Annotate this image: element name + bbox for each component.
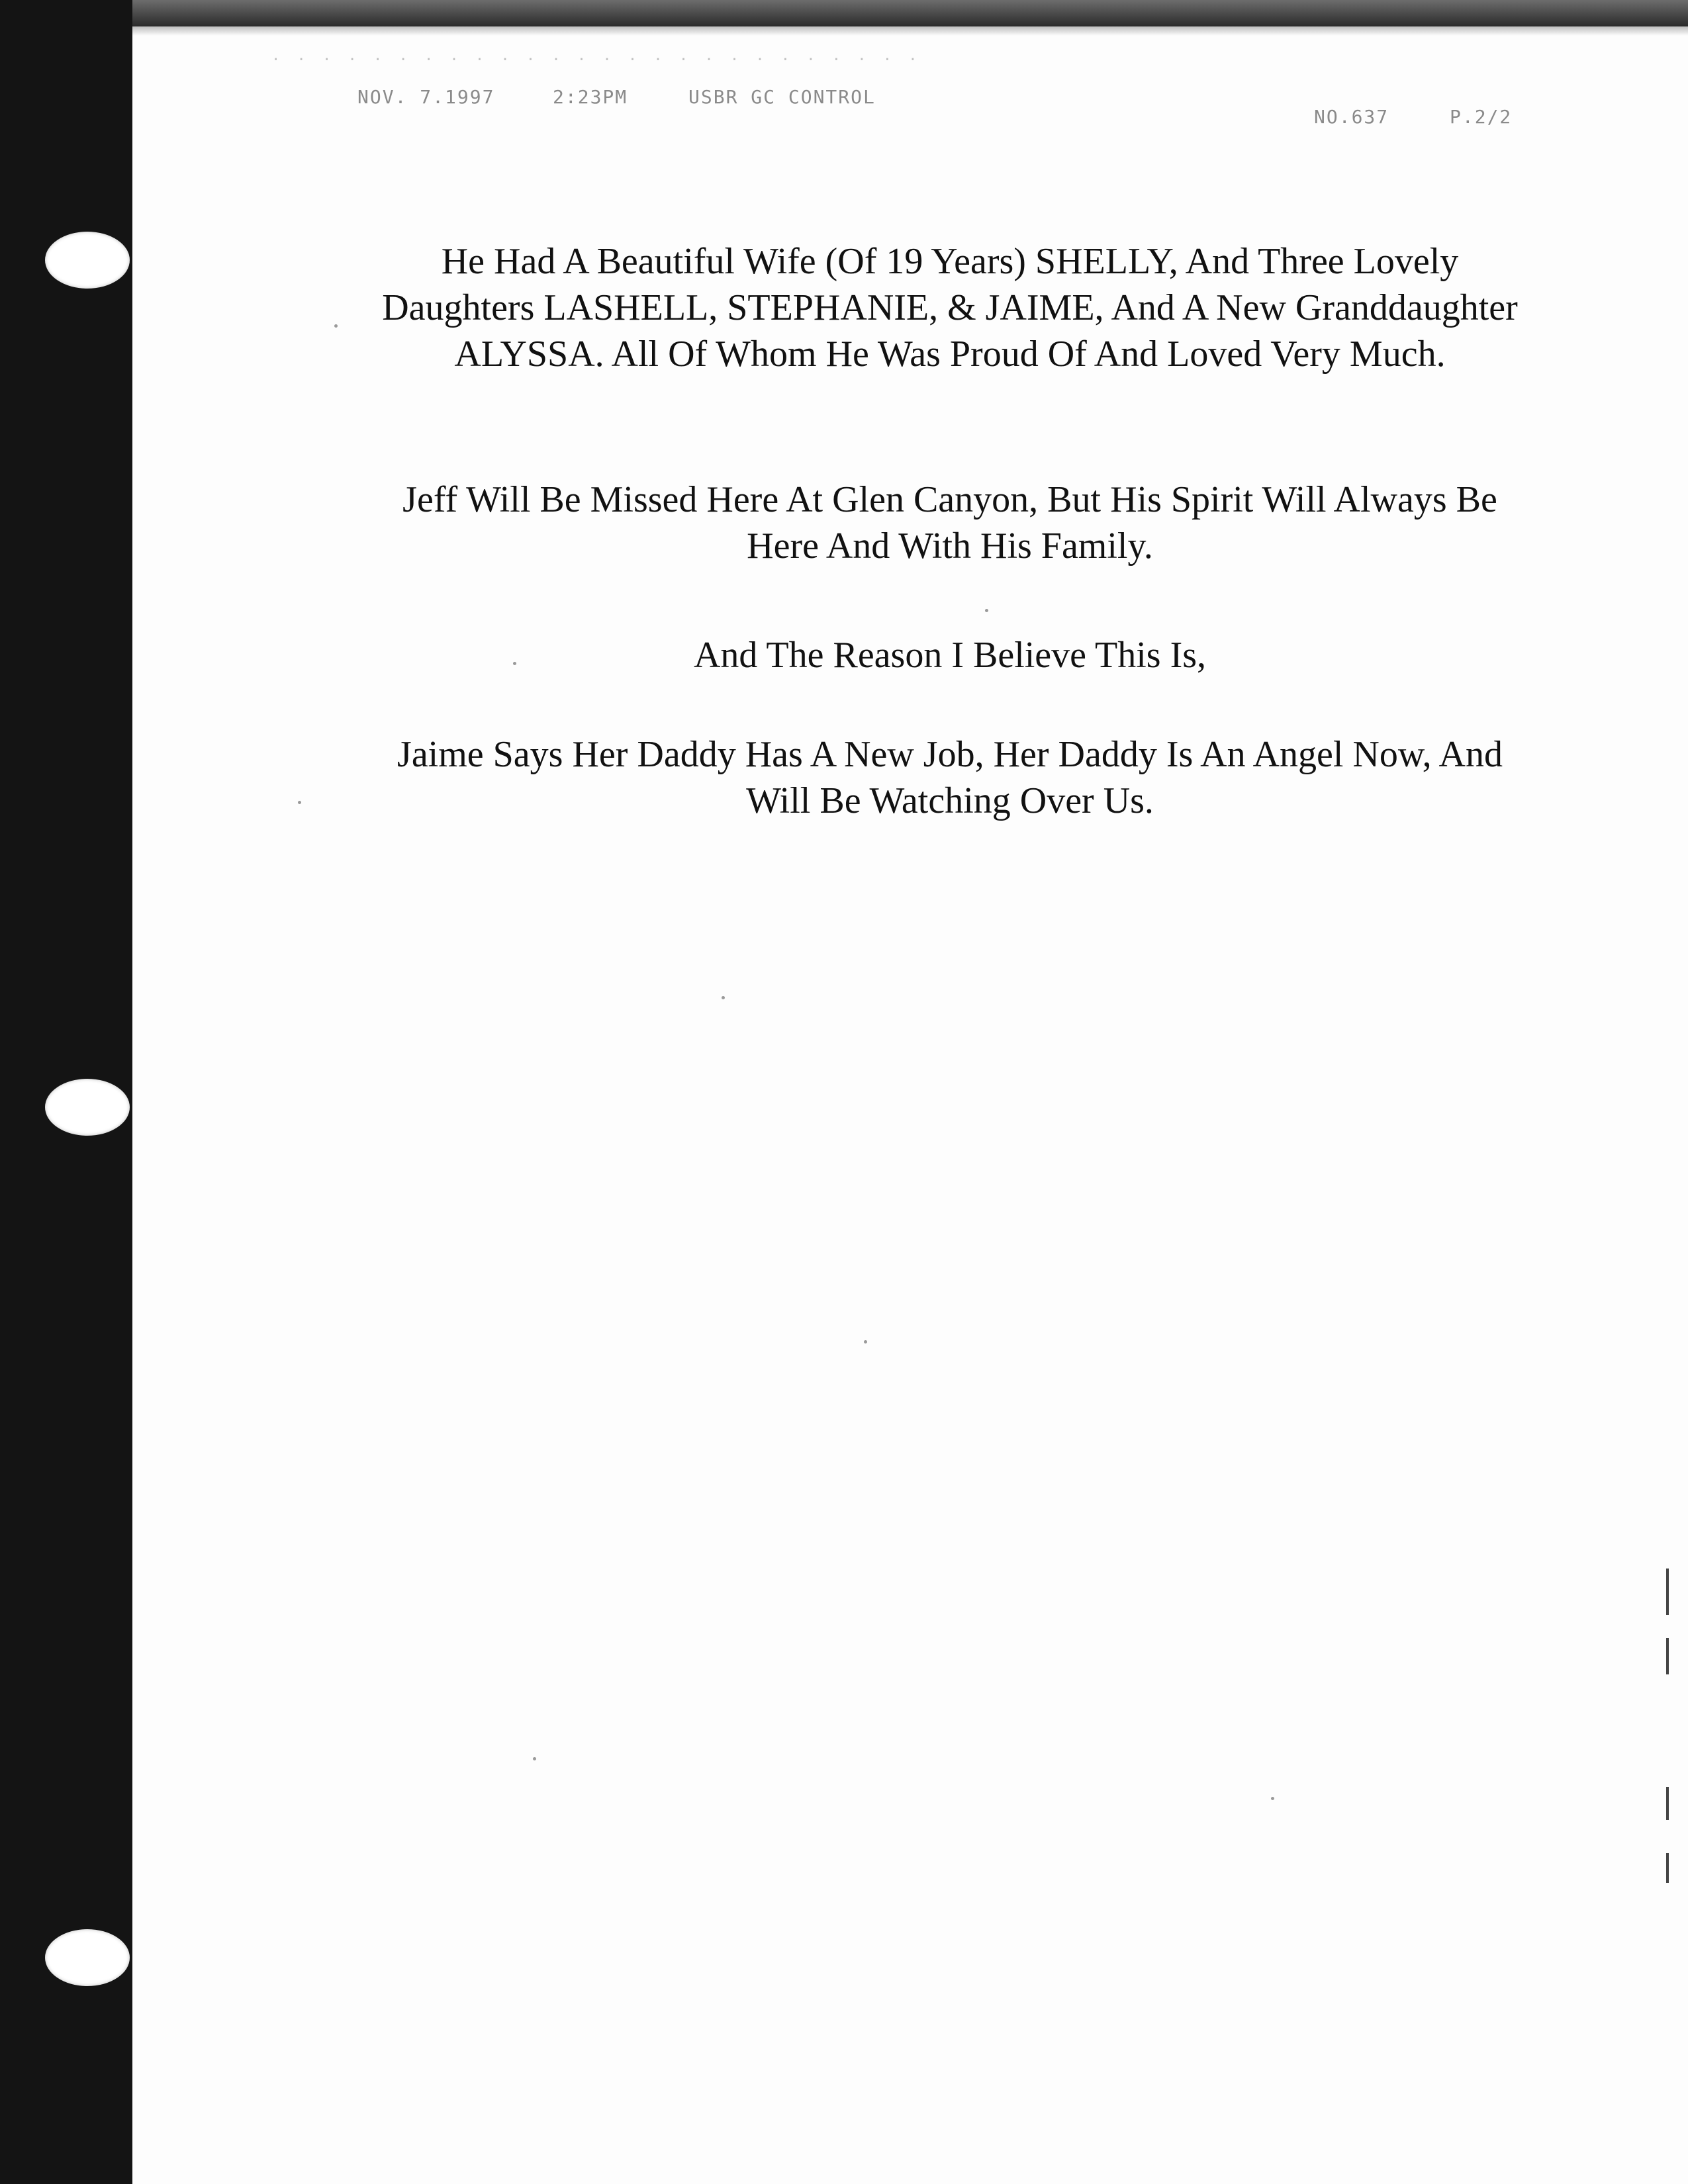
scan-speck: [722, 996, 725, 999]
scan-top-edge: [0, 0, 1688, 26]
fax-number: NO.637: [1314, 106, 1389, 128]
fax-sender: USBR GC CONTROL: [688, 86, 876, 108]
fax-page: P.2/2: [1450, 106, 1513, 128]
fax-date: NOV. 7.1997: [357, 86, 495, 108]
scan-speck: [513, 662, 516, 665]
scan-mark: [1666, 1569, 1669, 1615]
scan-speck: [985, 609, 988, 612]
paragraph-reason: And The Reason I Believe This Is,: [693, 635, 1207, 676]
scan-mark: [1666, 1787, 1669, 1820]
scan-mark: [1666, 1853, 1669, 1883]
paper-shadow: [132, 26, 1688, 36]
scan-speck: [533, 1757, 536, 1760]
scan-speck: [334, 324, 338, 328]
paragraph-family: He Had A Beautiful Wife (Of 19 Years) SHELLY, And Three Lovely Daughters LASHELL, STEPHANIE, & JAIME, And A New Granddaughter ALYSSA. All Of Whom He Was Proud Of And Loved Very Much.: [382, 241, 1518, 375]
scan-mark: [1666, 1638, 1669, 1674]
fax-faint-banner: · · · · · · · · · · · · · · · · · · · · · · · · · ·: [271, 52, 921, 68]
paragraph-missed: Jeff Will Be Missed Here At Glen Canyon, But His Spirit Will Always Be Here And With His Family.: [402, 479, 1497, 567]
scan-speck: [1271, 1797, 1274, 1800]
punch-hole-bottom: [45, 1929, 130, 1986]
punch-hole-middle: [45, 1079, 130, 1136]
scan-speck: [864, 1340, 867, 1343]
punch-hole-top: [45, 232, 130, 289]
paragraph-angel: Jaime Says Her Daddy Has A New Job, Her Daddy Is An Angel Now, And Will Be Watching Over Us.: [397, 734, 1503, 821]
scan-speck: [298, 801, 301, 804]
fax-time: 2:23PM: [553, 86, 628, 108]
